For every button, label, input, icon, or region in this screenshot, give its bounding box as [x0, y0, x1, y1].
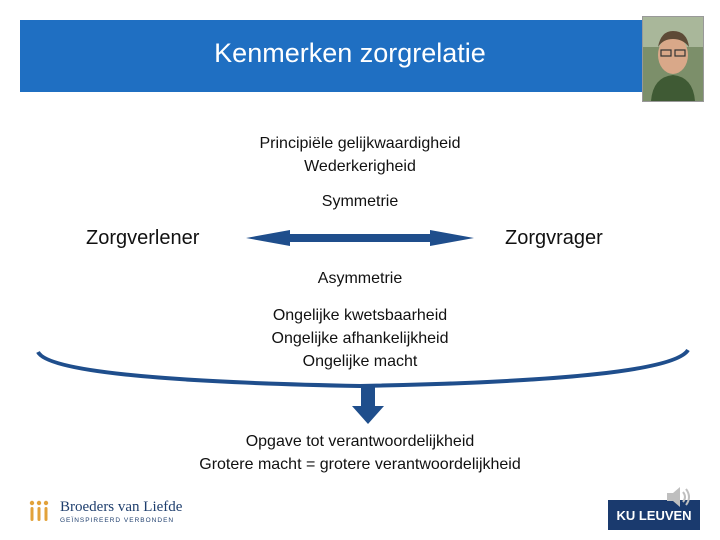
- asym-line-2: Ongelijke afhankelijkheid: [271, 330, 449, 347]
- broeders-logo: [26, 498, 182, 524]
- logo-name: Broeders van Liefde: [60, 498, 183, 515]
- double-arrow: [240, 224, 480, 254]
- ku-leuven-logo: KU LEUVEN: [608, 500, 700, 530]
- top-line-1: Principiële gelijkwaardigheid: [259, 135, 461, 152]
- speaker-icon[interactable]: [664, 484, 694, 510]
- result-line-1: Opgave tot verantwoordelijkheid: [245, 433, 475, 450]
- logo-tagline: GEÏNSPIREERD VERBONDEN: [60, 516, 175, 524]
- slide-title-text: Kenmerken zorgrelatie: [214, 37, 486, 68]
- asym-line-1: Ongelijke kwetsbaarheid: [272, 307, 448, 324]
- asymmetry-label: Asymmetrie: [317, 270, 403, 287]
- down-arrow-icon: [350, 386, 386, 426]
- right-party-label: Zorgvrager: [505, 227, 603, 249]
- symmetry-label: Symmetrie: [321, 193, 399, 210]
- portrait-photo: [642, 16, 704, 102]
- left-party-label: Zorgverlener: [86, 227, 200, 249]
- asym-line-3: Ongelijke macht: [302, 353, 418, 370]
- broeders-logo-mark: [26, 498, 52, 524]
- slide-title: [0, 0, 700, 112]
- result-line-2: Grotere macht = grotere verantwoordelijkheid: [199, 456, 521, 473]
- top-line-2: Wederkerigheid: [304, 158, 416, 175]
